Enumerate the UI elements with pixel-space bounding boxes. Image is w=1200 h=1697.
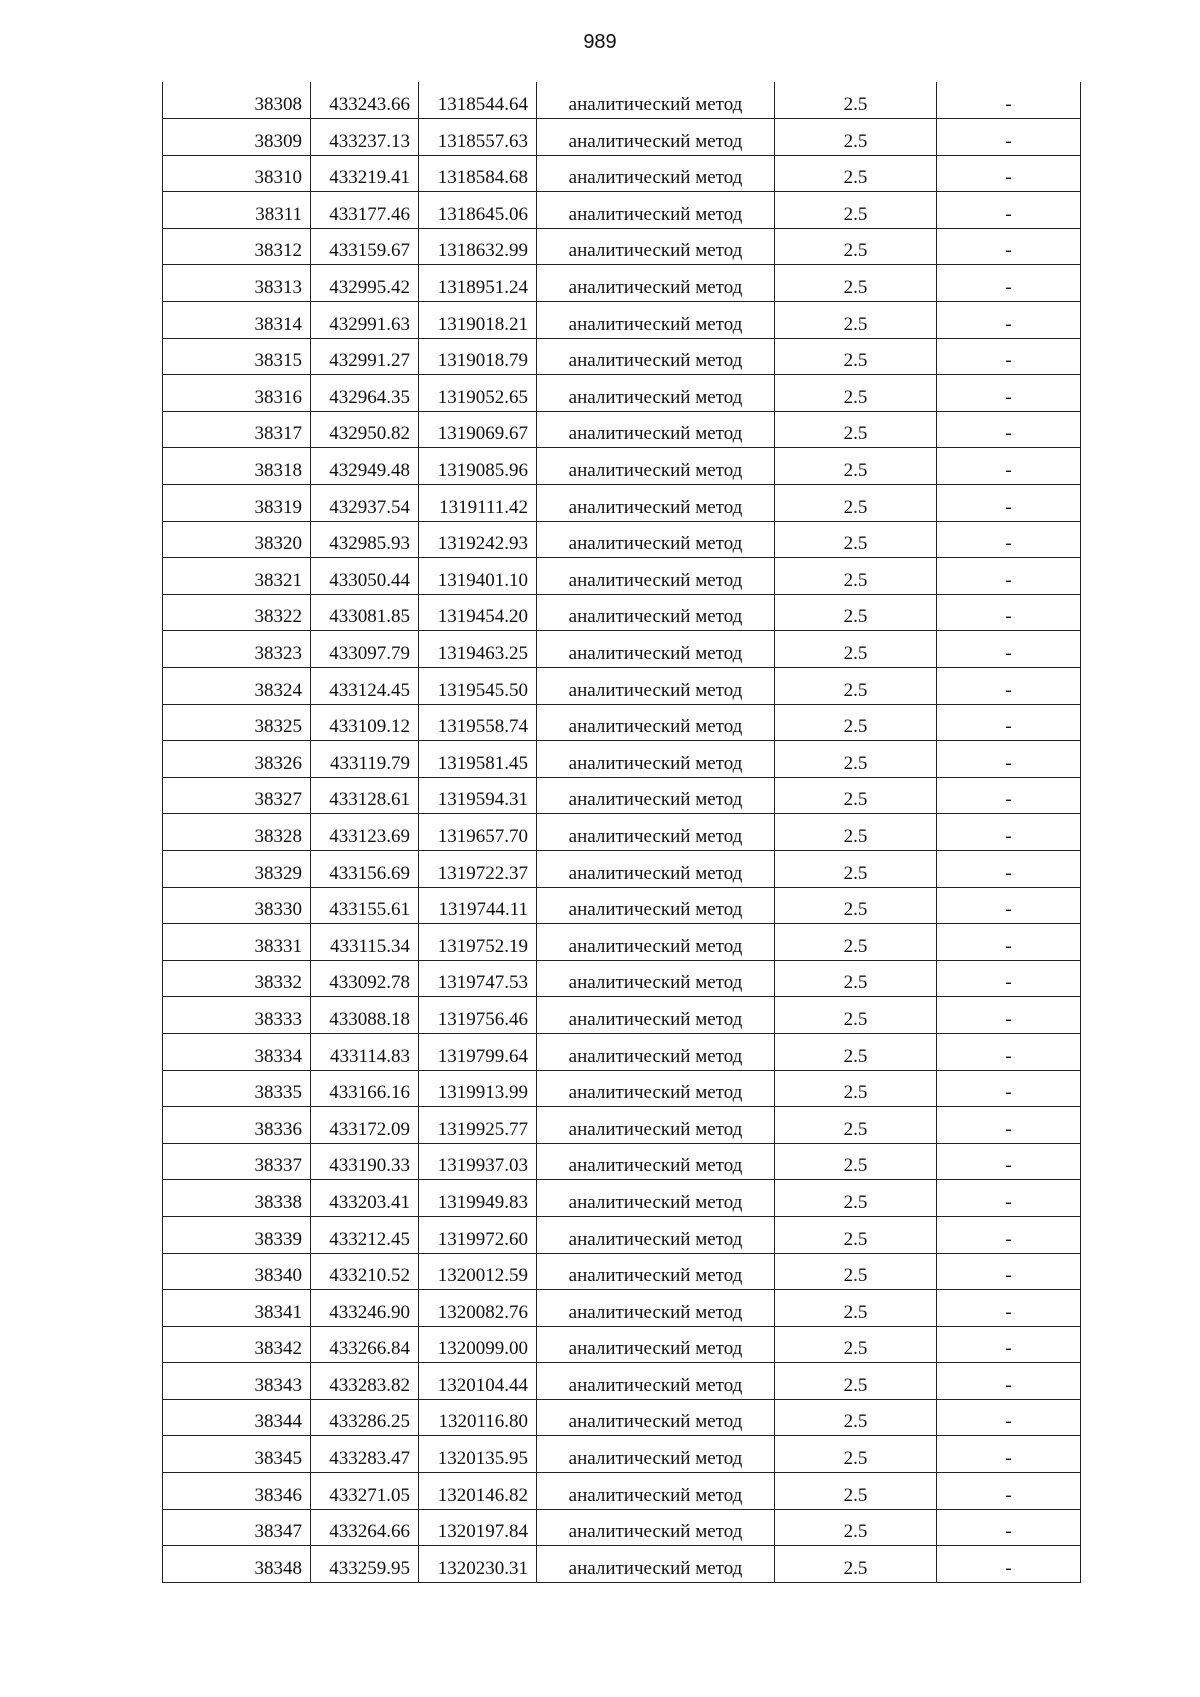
point-number-cell: 38324 [163, 668, 311, 705]
accuracy-cell: 2.5 [775, 960, 937, 997]
y-coordinate-cell: 1319722.37 [419, 850, 537, 887]
point-number-cell: 38326 [163, 741, 311, 778]
y-coordinate-cell: 1319558.74 [419, 704, 537, 741]
accuracy-cell: 2.5 [775, 155, 937, 192]
x-coordinate-cell: 432995.42 [311, 265, 419, 302]
point-number-cell: 38311 [163, 192, 311, 229]
accuracy-cell: 2.5 [775, 1436, 937, 1473]
table-row [163, 997, 1081, 1034]
point-number-cell: 38346 [163, 1473, 311, 1510]
table-row [163, 448, 1081, 485]
method-cell: аналитический метод [537, 338, 775, 375]
note-cell: - [937, 1290, 1081, 1327]
y-coordinate-cell: 1319594.31 [419, 777, 537, 814]
table-row [163, 960, 1081, 997]
point-number-cell: 38321 [163, 558, 311, 595]
method-cell: аналитический метод [537, 594, 775, 631]
y-coordinate-cell: 1320104.44 [419, 1363, 537, 1400]
point-number-cell: 38340 [163, 1253, 311, 1290]
accuracy-cell: 2.5 [775, 1180, 937, 1217]
note-cell: - [937, 228, 1081, 265]
x-coordinate-cell: 433109.12 [311, 704, 419, 741]
note-cell: - [937, 265, 1081, 302]
y-coordinate-cell: 1319018.79 [419, 338, 537, 375]
table-row [163, 82, 1081, 119]
x-coordinate-cell: 433092.78 [311, 960, 419, 997]
x-coordinate-cell: 433246.90 [311, 1290, 419, 1327]
point-number-cell: 38308 [163, 82, 311, 119]
y-coordinate-cell: 1320230.31 [419, 1546, 537, 1583]
y-coordinate-cell: 1319085.96 [419, 448, 537, 485]
x-coordinate-cell: 433159.67 [311, 228, 419, 265]
point-number-cell: 38313 [163, 265, 311, 302]
table-row [163, 850, 1081, 887]
y-coordinate-cell: 1319949.83 [419, 1180, 537, 1217]
point-number-cell: 38314 [163, 302, 311, 339]
x-coordinate-cell: 433264.66 [311, 1509, 419, 1546]
x-coordinate-cell: 433050.44 [311, 558, 419, 595]
accuracy-cell: 2.5 [775, 375, 937, 412]
table-row [163, 119, 1081, 156]
accuracy-cell: 2.5 [775, 1216, 937, 1253]
note-cell: - [937, 411, 1081, 448]
note-cell: - [937, 1033, 1081, 1070]
note-cell: - [937, 668, 1081, 705]
table-row [163, 1399, 1081, 1436]
x-coordinate-cell: 432950.82 [311, 411, 419, 448]
x-coordinate-cell: 433177.46 [311, 192, 419, 229]
note-cell: - [937, 155, 1081, 192]
x-coordinate-cell: 433190.33 [311, 1143, 419, 1180]
table-row [163, 265, 1081, 302]
table-row [163, 1290, 1081, 1327]
accuracy-cell: 2.5 [775, 82, 937, 119]
table-row [163, 814, 1081, 851]
method-cell: аналитический метод [537, 265, 775, 302]
y-coordinate-cell: 1318951.24 [419, 265, 537, 302]
accuracy-cell: 2.5 [775, 119, 937, 156]
y-coordinate-cell: 1319657.70 [419, 814, 537, 851]
note-cell: - [937, 82, 1081, 119]
method-cell: аналитический метод [537, 850, 775, 887]
x-coordinate-cell: 433119.79 [311, 741, 419, 778]
y-coordinate-cell: 1320082.76 [419, 1290, 537, 1327]
accuracy-cell: 2.5 [775, 338, 937, 375]
point-number-cell: 38333 [163, 997, 311, 1034]
accuracy-cell: 2.5 [775, 1143, 937, 1180]
table-row [163, 521, 1081, 558]
point-number-cell: 38322 [163, 594, 311, 631]
method-cell: аналитический метод [537, 411, 775, 448]
coordinates-table-body [163, 82, 1081, 1582]
method-cell: аналитический метод [537, 997, 775, 1034]
note-cell: - [937, 1546, 1081, 1583]
table-row [163, 558, 1081, 595]
table-row [163, 338, 1081, 375]
y-coordinate-cell: 1319018.21 [419, 302, 537, 339]
table-row [163, 1253, 1081, 1290]
table-row [163, 1363, 1081, 1400]
x-coordinate-cell: 433283.47 [311, 1436, 419, 1473]
point-number-cell: 38331 [163, 924, 311, 961]
table-row [163, 1473, 1081, 1510]
x-coordinate-cell: 433123.69 [311, 814, 419, 851]
method-cell: аналитический метод [537, 119, 775, 156]
accuracy-cell: 2.5 [775, 887, 937, 924]
note-cell: - [937, 887, 1081, 924]
x-coordinate-cell: 432949.48 [311, 448, 419, 485]
method-cell: аналитический метод [537, 448, 775, 485]
note-cell: - [937, 1436, 1081, 1473]
note-cell: - [937, 192, 1081, 229]
x-coordinate-cell: 433243.66 [311, 82, 419, 119]
x-coordinate-cell: 433088.18 [311, 997, 419, 1034]
table-row [163, 1070, 1081, 1107]
point-number-cell: 38335 [163, 1070, 311, 1107]
note-cell: - [937, 448, 1081, 485]
accuracy-cell: 2.5 [775, 521, 937, 558]
y-coordinate-cell: 1320012.59 [419, 1253, 537, 1290]
method-cell: аналитический метод [537, 1546, 775, 1583]
table-row [163, 1033, 1081, 1070]
y-coordinate-cell: 1320099.00 [419, 1326, 537, 1363]
method-cell: аналитический метод [537, 1436, 775, 1473]
point-number-cell: 38316 [163, 375, 311, 412]
x-coordinate-cell: 433128.61 [311, 777, 419, 814]
note-cell: - [937, 741, 1081, 778]
method-cell: аналитический метод [537, 887, 775, 924]
accuracy-cell: 2.5 [775, 1033, 937, 1070]
method-cell: аналитический метод [537, 924, 775, 961]
y-coordinate-cell: 1319925.77 [419, 1107, 537, 1144]
x-coordinate-cell: 433283.82 [311, 1363, 419, 1400]
y-coordinate-cell: 1319752.19 [419, 924, 537, 961]
method-cell: аналитический метод [537, 1253, 775, 1290]
y-coordinate-cell: 1318584.68 [419, 155, 537, 192]
x-coordinate-cell: 433115.34 [311, 924, 419, 961]
accuracy-cell: 2.5 [775, 1473, 937, 1510]
method-cell: аналитический метод [537, 1143, 775, 1180]
y-coordinate-cell: 1319747.53 [419, 960, 537, 997]
y-coordinate-cell: 1319581.45 [419, 741, 537, 778]
point-number-cell: 38320 [163, 521, 311, 558]
note-cell: - [937, 119, 1081, 156]
method-cell: аналитический метод [537, 82, 775, 119]
table-row [163, 1509, 1081, 1546]
point-number-cell: 38330 [163, 887, 311, 924]
accuracy-cell: 2.5 [775, 777, 937, 814]
note-cell: - [937, 558, 1081, 595]
method-cell: аналитический метод [537, 192, 775, 229]
y-coordinate-cell: 1319454.20 [419, 594, 537, 631]
x-coordinate-cell: 433259.95 [311, 1546, 419, 1583]
point-number-cell: 38327 [163, 777, 311, 814]
y-coordinate-cell: 1318632.99 [419, 228, 537, 265]
accuracy-cell: 2.5 [775, 1326, 937, 1363]
point-number-cell: 38328 [163, 814, 311, 851]
y-coordinate-cell: 1319242.93 [419, 521, 537, 558]
accuracy-cell: 2.5 [775, 1107, 937, 1144]
point-number-cell: 38319 [163, 485, 311, 522]
note-cell: - [937, 1399, 1081, 1436]
table-row [163, 777, 1081, 814]
point-number-cell: 38329 [163, 850, 311, 887]
accuracy-cell: 2.5 [775, 1070, 937, 1107]
note-cell: - [937, 960, 1081, 997]
x-coordinate-cell: 433097.79 [311, 631, 419, 668]
point-number-cell: 38347 [163, 1509, 311, 1546]
method-cell: аналитический метод [537, 302, 775, 339]
table-row [163, 887, 1081, 924]
method-cell: аналитический метод [537, 1216, 775, 1253]
point-number-cell: 38315 [163, 338, 311, 375]
note-cell: - [937, 338, 1081, 375]
note-cell: - [937, 1326, 1081, 1363]
accuracy-cell: 2.5 [775, 704, 937, 741]
note-cell: - [937, 1509, 1081, 1546]
method-cell: аналитический метод [537, 1107, 775, 1144]
method-cell: аналитический метод [537, 228, 775, 265]
note-cell: - [937, 1363, 1081, 1400]
note-cell: - [937, 631, 1081, 668]
note-cell: - [937, 375, 1081, 412]
accuracy-cell: 2.5 [775, 594, 937, 631]
method-cell: аналитический метод [537, 631, 775, 668]
point-number-cell: 38348 [163, 1546, 311, 1583]
y-coordinate-cell: 1318645.06 [419, 192, 537, 229]
note-cell: - [937, 594, 1081, 631]
accuracy-cell: 2.5 [775, 1509, 937, 1546]
x-coordinate-cell: 432991.63 [311, 302, 419, 339]
table-row [163, 411, 1081, 448]
point-number-cell: 38317 [163, 411, 311, 448]
method-cell: аналитический метод [537, 960, 775, 997]
table-row [163, 375, 1081, 412]
y-coordinate-cell: 1319111.42 [419, 485, 537, 522]
accuracy-cell: 2.5 [775, 1546, 937, 1583]
accuracy-cell: 2.5 [775, 265, 937, 302]
method-cell: аналитический метод [537, 1180, 775, 1217]
y-coordinate-cell: 1319913.99 [419, 1070, 537, 1107]
y-coordinate-cell: 1319744.11 [419, 887, 537, 924]
x-coordinate-cell: 433166.16 [311, 1070, 419, 1107]
point-number-cell: 38337 [163, 1143, 311, 1180]
method-cell: аналитический метод [537, 741, 775, 778]
x-coordinate-cell: 433237.13 [311, 119, 419, 156]
note-cell: - [937, 521, 1081, 558]
method-cell: аналитический метод [537, 1326, 775, 1363]
accuracy-cell: 2.5 [775, 741, 937, 778]
x-coordinate-cell: 433266.84 [311, 1326, 419, 1363]
y-coordinate-cell: 1320197.84 [419, 1509, 537, 1546]
x-coordinate-cell: 433271.05 [311, 1473, 419, 1510]
method-cell: аналитический метод [537, 704, 775, 741]
point-number-cell: 38339 [163, 1216, 311, 1253]
x-coordinate-cell: 433124.45 [311, 668, 419, 705]
note-cell: - [937, 997, 1081, 1034]
note-cell: - [937, 924, 1081, 961]
method-cell: аналитический метод [537, 1473, 775, 1510]
method-cell: аналитический метод [537, 1363, 775, 1400]
note-cell: - [937, 814, 1081, 851]
y-coordinate-cell: 1320135.95 [419, 1436, 537, 1473]
point-number-cell: 38338 [163, 1180, 311, 1217]
method-cell: аналитический метод [537, 1033, 775, 1070]
accuracy-cell: 2.5 [775, 924, 937, 961]
point-number-cell: 38343 [163, 1363, 311, 1400]
x-coordinate-cell: 432985.93 [311, 521, 419, 558]
point-number-cell: 38312 [163, 228, 311, 265]
y-coordinate-cell: 1320116.80 [419, 1399, 537, 1436]
x-coordinate-cell: 433081.85 [311, 594, 419, 631]
y-coordinate-cell: 1318557.63 [419, 119, 537, 156]
table-row [163, 302, 1081, 339]
point-number-cell: 38342 [163, 1326, 311, 1363]
table-row [163, 1436, 1081, 1473]
point-number-cell: 38336 [163, 1107, 311, 1144]
accuracy-cell: 2.5 [775, 485, 937, 522]
table-row [163, 192, 1081, 229]
point-number-cell: 38309 [163, 119, 311, 156]
table-row [163, 155, 1081, 192]
y-coordinate-cell: 1319799.64 [419, 1033, 537, 1070]
x-coordinate-cell: 433114.83 [311, 1033, 419, 1070]
method-cell: аналитический метод [537, 814, 775, 851]
note-cell: - [937, 485, 1081, 522]
accuracy-cell: 2.5 [775, 850, 937, 887]
note-cell: - [937, 1216, 1081, 1253]
x-coordinate-cell: 433219.41 [311, 155, 419, 192]
table-row [163, 1216, 1081, 1253]
table-row [163, 594, 1081, 631]
note-cell: - [937, 1107, 1081, 1144]
method-cell: аналитический метод [537, 375, 775, 412]
accuracy-cell: 2.5 [775, 668, 937, 705]
y-coordinate-cell: 1319463.25 [419, 631, 537, 668]
accuracy-cell: 2.5 [775, 558, 937, 595]
x-coordinate-cell: 432964.35 [311, 375, 419, 412]
point-number-cell: 38341 [163, 1290, 311, 1327]
table-row [163, 1326, 1081, 1363]
point-number-cell: 38345 [163, 1436, 311, 1473]
method-cell: аналитический метод [537, 521, 775, 558]
method-cell: аналитический метод [537, 485, 775, 522]
note-cell: - [937, 850, 1081, 887]
note-cell: - [937, 1143, 1081, 1180]
note-cell: - [937, 1070, 1081, 1107]
x-coordinate-cell: 432937.54 [311, 485, 419, 522]
note-cell: - [937, 704, 1081, 741]
y-coordinate-cell: 1319972.60 [419, 1216, 537, 1253]
x-coordinate-cell: 433212.45 [311, 1216, 419, 1253]
x-coordinate-cell: 433286.25 [311, 1399, 419, 1436]
method-cell: аналитический метод [537, 668, 775, 705]
page-number: 989 [583, 31, 617, 53]
accuracy-cell: 2.5 [775, 448, 937, 485]
y-coordinate-cell: 1319052.65 [419, 375, 537, 412]
method-cell: аналитический метод [537, 1509, 775, 1546]
x-coordinate-cell: 433203.41 [311, 1180, 419, 1217]
point-number-cell: 38344 [163, 1399, 311, 1436]
y-coordinate-cell: 1319069.67 [419, 411, 537, 448]
note-cell: - [937, 1473, 1081, 1510]
accuracy-cell: 2.5 [775, 302, 937, 339]
point-number-cell: 38310 [163, 155, 311, 192]
accuracy-cell: 2.5 [775, 814, 937, 851]
table-row [163, 704, 1081, 741]
y-coordinate-cell: 1319937.03 [419, 1143, 537, 1180]
accuracy-cell: 2.5 [775, 997, 937, 1034]
point-number-cell: 38318 [163, 448, 311, 485]
table-row [163, 668, 1081, 705]
accuracy-cell: 2.5 [775, 411, 937, 448]
table-row [163, 631, 1081, 668]
method-cell: аналитический метод [537, 1070, 775, 1107]
y-coordinate-cell: 1318544.64 [419, 82, 537, 119]
table-row [163, 1143, 1081, 1180]
point-number-cell: 38325 [163, 704, 311, 741]
accuracy-cell: 2.5 [775, 228, 937, 265]
coordinates-table [162, 82, 1081, 1583]
note-cell: - [937, 302, 1081, 339]
table-row [163, 1180, 1081, 1217]
note-cell: - [937, 1180, 1081, 1217]
point-number-cell: 38332 [163, 960, 311, 997]
method-cell: аналитический метод [537, 777, 775, 814]
method-cell: аналитический метод [537, 1399, 775, 1436]
y-coordinate-cell: 1319401.10 [419, 558, 537, 595]
note-cell: - [937, 777, 1081, 814]
y-coordinate-cell: 1319545.50 [419, 668, 537, 705]
method-cell: аналитический метод [537, 155, 775, 192]
x-coordinate-cell: 433210.52 [311, 1253, 419, 1290]
x-coordinate-cell: 433172.09 [311, 1107, 419, 1144]
accuracy-cell: 2.5 [775, 631, 937, 668]
x-coordinate-cell: 432991.27 [311, 338, 419, 375]
y-coordinate-cell: 1319756.46 [419, 997, 537, 1034]
accuracy-cell: 2.5 [775, 1399, 937, 1436]
table-row [163, 485, 1081, 522]
note-cell: - [937, 1253, 1081, 1290]
y-coordinate-cell: 1320146.82 [419, 1473, 537, 1510]
method-cell: аналитический метод [537, 558, 775, 595]
point-number-cell: 38334 [163, 1033, 311, 1070]
accuracy-cell: 2.5 [775, 1290, 937, 1327]
table-row [163, 1546, 1081, 1583]
table-row [163, 924, 1081, 961]
point-number-cell: 38323 [163, 631, 311, 668]
method-cell: аналитический метод [537, 1290, 775, 1327]
x-coordinate-cell: 433155.61 [311, 887, 419, 924]
accuracy-cell: 2.5 [775, 1363, 937, 1400]
table-row [163, 228, 1081, 265]
x-coordinate-cell: 433156.69 [311, 850, 419, 887]
table-row [163, 741, 1081, 778]
table-row [163, 1107, 1081, 1144]
accuracy-cell: 2.5 [775, 192, 937, 229]
accuracy-cell: 2.5 [775, 1253, 937, 1290]
